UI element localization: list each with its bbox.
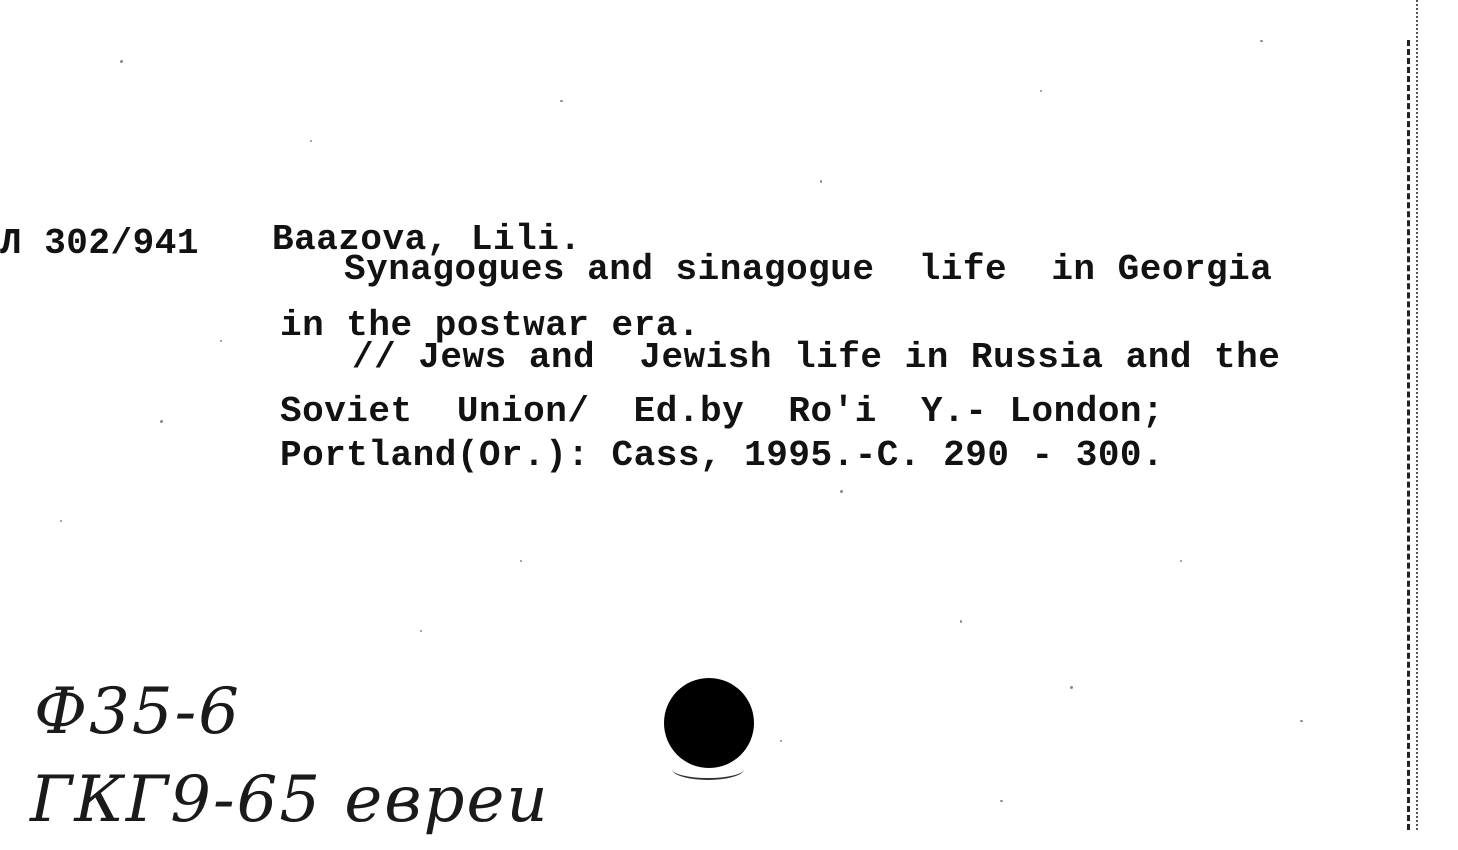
punch-hole-shadow [672,758,744,780]
scan-speck [780,740,782,742]
scan-speck [310,140,312,142]
scan-speck [960,620,962,623]
scan-speck [420,630,422,632]
scan-speck [820,180,822,183]
scan-speck [120,60,123,63]
card-edge-dotted-line [1416,0,1418,830]
scan-speck [840,490,843,493]
scan-speck [160,420,163,423]
source-line-1: // Jews and Jewish life in Russia and the [352,337,1281,378]
handwritten-shelf-mark: Ф35-6 [34,675,241,749]
handwritten-subject-note: ГКГ9-65 евреи [30,763,550,837]
scan-speck [1040,90,1042,92]
author-line: Baazova, Lili. [272,219,582,260]
scan-speck [1000,800,1003,802]
scan-speck [1300,720,1303,722]
title-line-2: in the postwar era. [280,305,700,346]
source-line-2: Soviet Union/ Ed.by Ro'i Y.- London; [280,391,1165,432]
scan-speck [520,560,522,562]
scan-speck [1260,40,1263,42]
title-line-1: Synagogues and sinagogue life in Georgia [344,249,1273,290]
scan-speck [1180,560,1182,562]
punch-hole [664,678,754,768]
scan-speck [60,520,62,522]
scan-speck [220,340,222,342]
card-edge-line [1407,40,1410,830]
scan-speck [560,100,563,102]
scan-speck [1070,686,1073,689]
call-number: Л 302/941 [0,223,199,264]
source-line-3: Portland(Or.): Cass, 1995.-C. 290 - 300. [280,435,1165,476]
